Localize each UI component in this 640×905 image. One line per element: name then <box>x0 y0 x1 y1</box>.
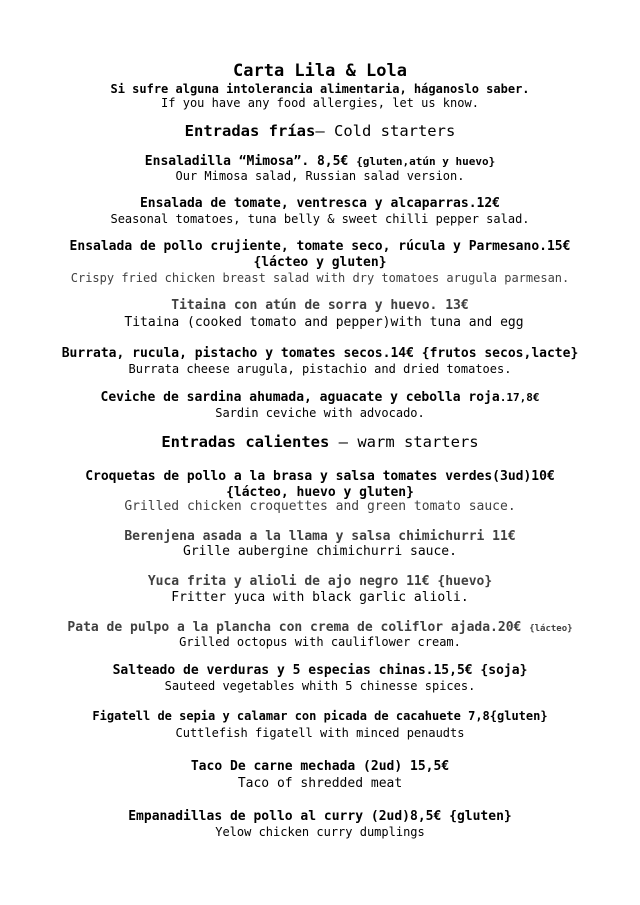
menu-item-desc: Yelow chicken curry dumplings <box>215 825 425 839</box>
menu-item-name: Ensalada de tomate, ventresca y alcaparras.12€ <box>139 196 501 211</box>
menu-item-desc: Grilled octopus with cauliflower cream. <box>179 635 461 649</box>
item-name-text: Ceviche de sardina ahumada, aguacate y cebolla roja <box>100 390 500 405</box>
menu-item-desc: Sauteed vegetables whith 5 chinesse spices. <box>164 679 476 693</box>
item-price: .17,8€ <box>499 391 540 404</box>
allergen-tag: {gluten,atún y huevo} <box>356 155 496 168</box>
menu-item-name: Salteado de verduras y 5 especias chinas.15,5€ {soja} <box>112 663 528 678</box>
allergy-notice-es: Si sufre alguna intolerancia alimentaria, háganoslo saber. <box>110 82 530 96</box>
menu-title: Carta Lila & Lola <box>233 61 407 81</box>
menu-item-desc: Seasonal tomatoes, tuna belly & sweet chilli pepper salad. <box>110 212 530 226</box>
menu-item-desc: Burrata cheese arugula, pistachio and dried tomatoes. <box>128 362 512 376</box>
menu-item-name: Croquetas de pollo a la brasa y salsa tomates verdes(3ud)10€ <box>85 469 555 484</box>
section-title-es: Entradas calientes <box>161 433 330 451</box>
menu-item-name: Ensalada de pollo crujiente, tomate seco, rúcula y Parmesano.15€ <box>69 239 571 254</box>
menu-item-desc: Fritter yuca with black garlic alioli. <box>171 590 469 605</box>
menu-item-desc: Grilled chicken croquettes and green tomato sauce. <box>124 499 516 514</box>
menu-item-desc: Cuttlefish figatell with minced penaudts <box>175 726 465 740</box>
menu-item-name: Titaina con atún de sorra y huevo. 13€ <box>171 298 469 313</box>
item-name-text: Ensaladilla “Mimosa”. 8,5€ <box>144 154 357 169</box>
menu-item-name: Yuca frita y alioli de ajo negro 11€ {huevo} <box>147 574 493 589</box>
menu-item-name: Figatell de sepia y calamar con picada de cacahuete 7,8{gluten} <box>92 709 548 723</box>
menu-item-name <box>0 391 640 404</box>
menu-item-desc: Our Mimosa salad, Russian salad version. <box>175 169 465 183</box>
menu-item-name: Berenjena asada a la llama y salsa chimichurri 11€ <box>124 529 516 544</box>
menu-item-name: Empanadillas de pollo al curry (2ud)8,5€ {gluten} <box>128 809 512 824</box>
menu-item-desc: Crispy fried chicken breast salad with dry tomatoes arugula parmesan. <box>70 271 570 285</box>
menu-item-name-cont: {lácteo y gluten} <box>253 255 387 270</box>
item-name-text: Pata de pulpo a la plancha con crema de coliflor ajada.20€ <box>67 620 530 635</box>
menu-item-name <box>0 621 640 634</box>
menu-item-name: Burrata, rucula, pistacho y tomates secos.14€ {frutos secos,lacte} <box>61 346 579 361</box>
menu-item-name: Taco De carne mechada (2ud) 15,5€ <box>190 759 450 774</box>
menu-item-desc: Grille aubergine chimichurri sauce. <box>183 544 457 559</box>
menu-item-name <box>0 155 640 168</box>
section-heading-cold <box>0 124 640 140</box>
section-title-en: – Cold starters <box>315 122 456 140</box>
section-title-es: Entradas frías <box>184 122 316 140</box>
menu-item-desc: Taco of shredded meat <box>237 776 403 791</box>
section-heading-warm <box>0 435 640 451</box>
allergy-notice-en: If you have any food allergies, let us know. <box>161 96 479 110</box>
section-title-en: – warm starters <box>329 433 479 451</box>
menu-item-name-cont: {lácteo, huevo y gluten} <box>226 485 414 500</box>
allergen-tag: {lácteo} <box>529 624 573 634</box>
menu-item-desc: Sardin ceviche with advocado. <box>215 406 425 420</box>
menu-item-desc: Titaina (cooked tomato and pepper)with tuna and egg <box>124 315 524 330</box>
